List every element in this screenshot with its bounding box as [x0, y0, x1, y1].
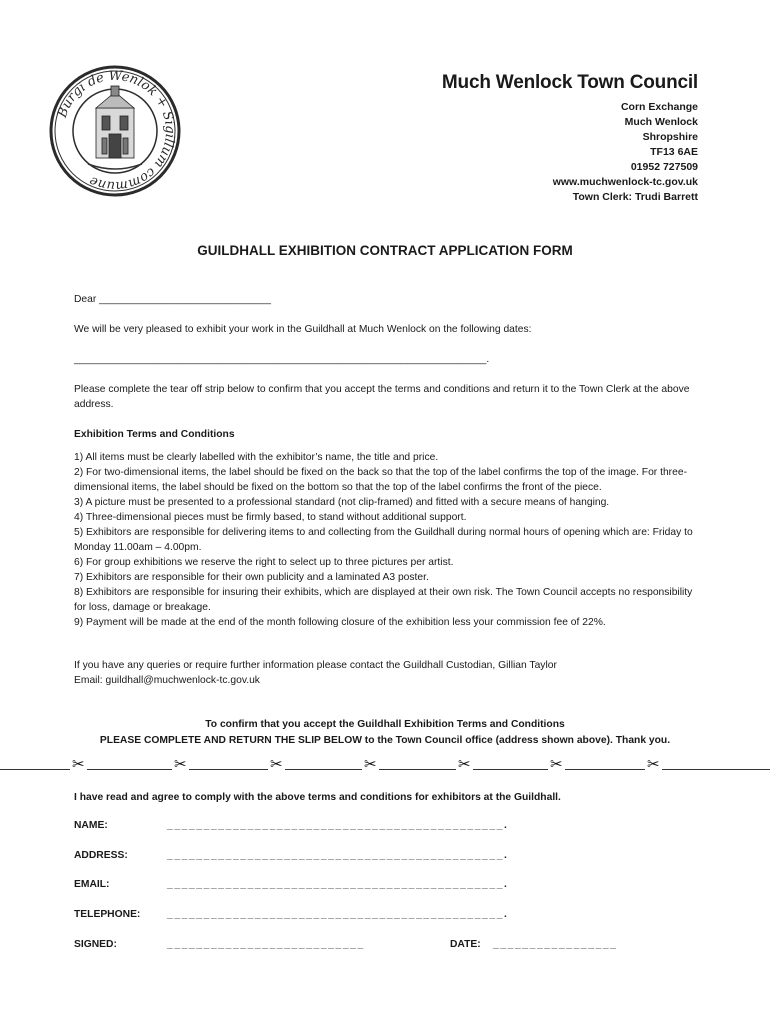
scissors-icon: ✂ [364, 756, 377, 773]
agreement-text: I have read and agree to comply with the above terms and conditions for exhibitors at the Guildhall. [74, 792, 561, 803]
scissors-icon: ✂ [647, 756, 660, 773]
phone-number: 01952 727509 [630, 161, 698, 173]
term-item: 5) Exhibitors are responsible for delivering items to and collecting from the Guildhall during normal hours of opening which are: Friday to Monday 11.00am – 4.00pm. [74, 527, 693, 553]
form-title: GUILDHALL EXHIBITION CONTRACT APPLICATION FORM [197, 243, 573, 258]
address-line: Much Wenlock [624, 116, 698, 128]
term-item: 1) All items must be clearly labelled with the exhibitor’s name, the title and price. [74, 452, 439, 463]
town-clerk: Town Clerk: Trudi Barrett [572, 191, 698, 203]
intro-text: We will be very pleased to exhibit your work in the Guildhall at Much Wenlock on the following dates: [74, 324, 532, 335]
scissors-icon: ✂ [270, 756, 283, 773]
date-label: DATE: [450, 939, 481, 950]
council-seal-logo [48, 64, 182, 198]
email-label: EMAIL: [74, 879, 110, 890]
scissors-icon: ✂ [458, 756, 471, 773]
postcode: TF13 6AE [650, 146, 698, 158]
dates-line: ________________________________________________________________________. [74, 354, 490, 365]
term-item: 9) Payment will be made at the end of the month following closure of the exhibition less your commission fee of 22%. [74, 617, 606, 628]
confirm-line-2: PLEASE COMPLETE AND RETURN THE SLIP BELOW to the Town Council office (address shown above). Thank you. [99, 734, 671, 746]
council-name: Much Wenlock Town Council [441, 72, 698, 93]
website-link[interactable]: www.muchwenlock-tc.gov.uk [552, 176, 698, 188]
contact-line: If you have any queries or require further information please contact the Guildhall Custodian, Gillian Taylor [74, 660, 557, 671]
scissors-icon: ✂ [72, 756, 85, 773]
signature-field[interactable]: ___________________________ [167, 939, 365, 950]
address-field[interactable]: ______________________________________________. [167, 850, 509, 861]
instruction-text: Please complete the tear off strip below to confirm that you accept the terms and conditions and return it to the Town Clerk at the above address. [74, 384, 690, 410]
scissors-icon: ✂ [174, 756, 187, 773]
contact-email[interactable]: Email: guildhall@muchwenlock-tc.gov.uk [74, 675, 260, 686]
address-line: Corn Exchange [620, 101, 698, 113]
term-item: 8) Exhibitors are responsible for insuring their exhibits, which are displayed at their own risk. The Town Council accepts no responsibility for loss, damage or breakage. [74, 587, 693, 613]
council-header [442, 72, 698, 205]
seal-text: Burgi de Wenlok + Sigillum commune [55, 68, 178, 194]
terms-list [74, 450, 700, 630]
date-field[interactable]: _________________ [493, 939, 618, 950]
confirm-notice [0, 717, 770, 748]
term-item: 4) Three-dimensional pieces must be firmly based, to stand without additional support. [74, 512, 467, 523]
signed-label: SIGNED: [74, 939, 117, 950]
term-item: 3) A picture must be presented to a professional standard (not clip-framed) and fitted with a secure means of hanging. [74, 497, 610, 508]
address-line: Shropshire [642, 131, 698, 143]
terms-heading: Exhibition Terms and Conditions [74, 429, 235, 440]
scissors-icon: ✂ [550, 756, 563, 773]
confirm-line-1: To confirm that you accept the Guildhall Exhibition Terms and Conditions [205, 719, 565, 730]
name-field[interactable]: ______________________________________________. [167, 820, 509, 831]
term-item: 7) Exhibitors are responsible for their own publicity and a laminated A3 poster. [74, 572, 429, 583]
term-item: 6) For group exhibitions we reserve the right to select up to three pictures per artist. [74, 557, 454, 568]
term-item: 2) For two-dimensional items, the label should be fixed on the back so that the top of the label confirms the top of the image. For three-dimensional items, the label should be fixed on the bottom so that the top of the label confirms the front of the piece. [74, 467, 687, 493]
dear-line: Dear ______________________________ [74, 294, 271, 305]
telephone-label: TELEPHONE: [74, 909, 141, 920]
contact-text [74, 658, 700, 688]
email-field[interactable]: ______________________________________________. [167, 879, 509, 890]
name-label: NAME: [74, 820, 108, 831]
address-label: ADDRESS: [74, 850, 128, 861]
telephone-field[interactable]: ______________________________________________. [167, 909, 509, 920]
